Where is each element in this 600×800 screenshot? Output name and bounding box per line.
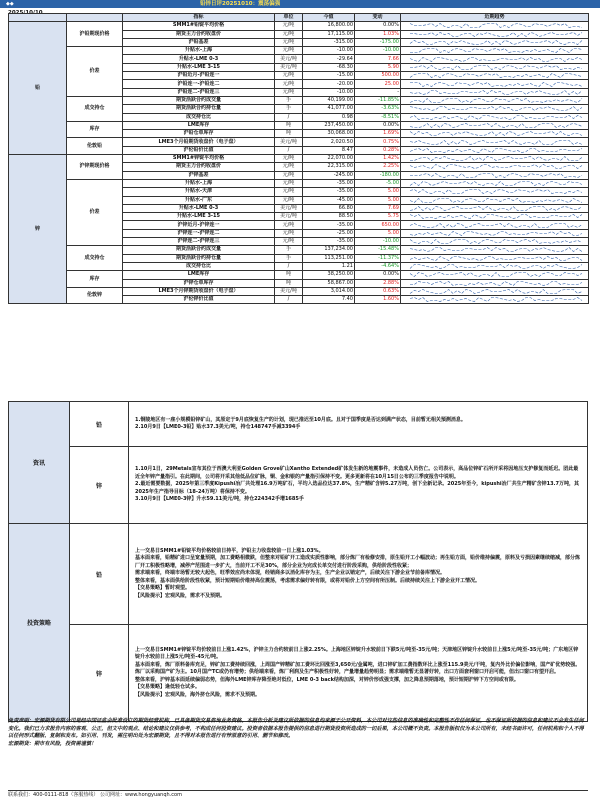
indicator-name: 沪锌近月-沪锌连一 bbox=[123, 221, 275, 229]
unit-cell: 美元/吨 bbox=[275, 138, 303, 146]
unit-cell: 元/吨 bbox=[275, 179, 303, 187]
strategy-lead-text bbox=[129, 524, 588, 625]
trend-sparkline bbox=[401, 213, 589, 221]
value-cell: -29.64 bbox=[303, 55, 355, 63]
change-cell: 0.00% bbox=[355, 22, 401, 30]
change-cell: -11.37% bbox=[355, 254, 401, 262]
trend-sparkline bbox=[401, 55, 589, 63]
change-cell: 650.00 bbox=[355, 221, 401, 229]
change-cell: -4.64% bbox=[355, 262, 401, 270]
trend-sparkline bbox=[401, 179, 589, 187]
value-cell: -45.00 bbox=[303, 196, 355, 204]
unit-cell: 元/吨 bbox=[275, 171, 303, 179]
unit-cell: 美元/吨 bbox=[275, 63, 303, 71]
trend-sparkline bbox=[401, 221, 589, 229]
strategy-zinc-item: 【交易策略】逢低轻仓试多。 bbox=[135, 684, 201, 691]
table-body bbox=[9, 22, 589, 304]
value-cell: 58,867.00 bbox=[303, 279, 355, 287]
notes-table bbox=[8, 401, 588, 722]
table-row bbox=[9, 155, 589, 163]
unit-cell: 吨 bbox=[275, 130, 303, 138]
indicator-name: 升贴水-LME 0-3 bbox=[123, 204, 275, 212]
indicator-name: 沪伦锌价比值 bbox=[123, 296, 275, 304]
value-cell: 1.21 bbox=[303, 262, 355, 270]
change-cell: 2.88% bbox=[355, 279, 401, 287]
trend-sparkline bbox=[401, 130, 589, 138]
indicator-group: 价差 bbox=[67, 47, 123, 97]
banner-title: 铅锌日评20251010：震荡偏强 bbox=[200, 1, 281, 7]
unit-cell: 元/吨 bbox=[275, 229, 303, 237]
value-cell: 40,199.00 bbox=[303, 96, 355, 104]
news-zinc-item: 1.10月1日，29Metals宣布其位于西澳大利亚Golden Grove矿山Xantho Extended矿体发生新的地震事件，未造成人员伤亡。公司表示，高品位锌矿石所开采将因地压支护修复而延迟。团此最近全年锌产量指引。在此期间，公司将开采其他低品位矿脉，铜、金和银的产量指引保持不变。更多更新将在10月15日公布的三季度报告中说明。 bbox=[135, 466, 579, 480]
change-cell: 5.90 bbox=[355, 63, 401, 71]
trend-sparkline bbox=[401, 22, 589, 30]
unit-cell: 美元/吨 bbox=[275, 204, 303, 212]
header-blank bbox=[9, 14, 67, 22]
company-logo: ◆◆ bbox=[6, 1, 14, 7]
value-cell: 66.80 bbox=[303, 204, 355, 212]
indicator-name: 升贴水-上海 bbox=[123, 47, 275, 55]
change-cell: 500.00 bbox=[355, 72, 401, 80]
table-row bbox=[9, 47, 589, 55]
trend-sparkline bbox=[401, 246, 589, 254]
indicator-name: SMM1#锌锭平均价格 bbox=[123, 155, 275, 163]
strategy-zinc-label: 锌 bbox=[70, 625, 129, 722]
value-cell: -68.30 bbox=[303, 63, 355, 71]
indicator-name: 沪锌仓单库存 bbox=[123, 279, 275, 287]
news-lead-text bbox=[129, 402, 588, 447]
change-cell: - bbox=[355, 88, 401, 96]
indicator-name: LME库存 bbox=[123, 271, 275, 279]
value-cell: -35.00 bbox=[303, 188, 355, 196]
unit-cell: 手 bbox=[275, 96, 303, 104]
change-cell: 0.63% bbox=[355, 287, 401, 295]
indicator-name: 成交持仓比 bbox=[123, 262, 275, 270]
table-row bbox=[9, 121, 589, 129]
change-cell: -10.00 bbox=[355, 47, 401, 55]
value-cell: 22,070.00 bbox=[303, 155, 355, 163]
strategy-zinc-item: 基本面来看，炼厂原料备库充足，锌矿加工费持续回涨，上周国产锌精矿加工费环比回涨至3,650元/金属吨，进口锌矿加工费指数环比上涨至115.9美元/干吨，复内外比价偏位影响，国产矿优势较强。炼厂以采购国产矿为主。10月国产TC或仍有增势；供给端来看，炼厂利润及生产积极性好转，产量增量趋势明显；需求端维暂无显著好转，出口方面套利窗口开启可能，但出口窗口有望开启。 bbox=[135, 661, 581, 676]
value-cell: 22,315.00 bbox=[303, 163, 355, 171]
value-cell: 2,020.50 bbox=[303, 138, 355, 146]
trend-sparkline bbox=[401, 30, 589, 38]
indicator-name: 沪伦铅价比值 bbox=[123, 146, 275, 154]
news-lead-item: 2.10月9日【LME0-3铅】贴水37.3美元/吨，持仓148747手减3394手 bbox=[135, 424, 301, 430]
trend-sparkline bbox=[401, 105, 589, 113]
header-value: 今值 bbox=[303, 14, 355, 22]
change-cell: 5.00 bbox=[355, 196, 401, 204]
change-cell: 25.00 bbox=[355, 80, 401, 88]
strategy-lead-item: 基本面来看，铅精矿进口呈宽量预期，加工费略相微跌，但整来对铅矿开工造成实质性影响，部分炼厂有检修安排，原生铅开工小幅波动；再生铅方面，铅价维持偏震，原料及亏损因素继续缩减，部分炼厂开工积极性略增，减停产范围进一步扩大，当前开工不足30%，部分企业为完成长单交付进行阶段采购，供给阶段性收紧； bbox=[135, 555, 581, 569]
indicator-name: 期货主力合约收盘价 bbox=[123, 30, 275, 38]
unit-cell: 元/吨 bbox=[275, 238, 303, 246]
unit-cell: 元/吨 bbox=[275, 72, 303, 80]
indicator-name: LME库存 bbox=[123, 121, 275, 129]
indicator-name: SMM1#铅锭平均价格 bbox=[123, 22, 275, 30]
trend-sparkline bbox=[401, 254, 589, 262]
strategy-lead-label: 铅 bbox=[70, 524, 129, 625]
table-row bbox=[9, 179, 589, 187]
change-cell: 1.42% bbox=[355, 155, 401, 163]
header-indicator: 指标 bbox=[123, 14, 275, 22]
top-banner bbox=[0, 0, 600, 8]
indicator-name: LME3个月锌期货收盘价（电子盘） bbox=[123, 287, 275, 295]
trend-sparkline bbox=[401, 88, 589, 96]
header-unit: 单位 bbox=[275, 14, 303, 22]
indicator-name: 升贴水-上海 bbox=[123, 179, 275, 187]
value-cell: -35.00 bbox=[303, 221, 355, 229]
strategy-lead-item: 上一交易日SMM1#铅锭平均价格较前日持平，沪铅主力收盘较前一日上涨1.03%。 bbox=[135, 548, 324, 555]
trend-sparkline bbox=[401, 72, 589, 80]
trend-sparkline bbox=[401, 47, 589, 55]
change-cell: -11.85% bbox=[355, 96, 401, 104]
value-cell: -10.00 bbox=[303, 88, 355, 96]
indicator-name: 沪铅基差 bbox=[123, 38, 275, 46]
change-cell: -10.00 bbox=[355, 238, 401, 246]
trend-sparkline bbox=[401, 63, 589, 71]
value-cell: 113,251.00 bbox=[303, 254, 355, 262]
change-cell: 1.60% bbox=[355, 296, 401, 304]
trend-sparkline bbox=[401, 229, 589, 237]
unit-cell: 元/吨 bbox=[275, 163, 303, 171]
table-row bbox=[9, 138, 589, 146]
unit-cell: 手 bbox=[275, 246, 303, 254]
change-cell: 5.75 bbox=[355, 213, 401, 221]
unit-cell: 元/吨 bbox=[275, 80, 303, 88]
change-cell: 5.00 bbox=[355, 188, 401, 196]
news-zinc-item: 3.10月9日【LME0-3锌】升水59.11美元/吨，持仓224342手增1685手 bbox=[135, 496, 304, 503]
change-cell: 0.00% bbox=[355, 271, 401, 279]
strategy-lead-item: 【交易策略】暂时观望。 bbox=[135, 585, 191, 592]
table-row bbox=[9, 22, 589, 30]
unit-cell: / bbox=[275, 296, 303, 304]
indicator-name: 沪铅近月-沪铅连一 bbox=[123, 72, 275, 80]
indicator-name: 升贴水-LME 0-3 bbox=[123, 55, 275, 63]
indicator-name: 期货活跃合约持仓量 bbox=[123, 105, 275, 113]
indicator-group: 伦敦锌 bbox=[67, 287, 123, 304]
unit-cell: 美元/吨 bbox=[275, 55, 303, 63]
unit-cell: 手 bbox=[275, 254, 303, 262]
indicator-group: 沪铅期现价格 bbox=[67, 22, 123, 47]
news-zinc-text bbox=[129, 447, 588, 524]
trend-sparkline bbox=[401, 196, 589, 204]
unit-cell: 元/吨 bbox=[275, 221, 303, 229]
value-cell: 88.50 bbox=[303, 213, 355, 221]
change-cell: 1.03% bbox=[355, 30, 401, 38]
trend-sparkline bbox=[401, 96, 589, 104]
value-cell: -20.00 bbox=[303, 80, 355, 88]
indicator-name: 沪锌连二-沪锌连三 bbox=[123, 238, 275, 246]
unit-cell: 美元/吨 bbox=[275, 287, 303, 295]
indicator-group: 库存 bbox=[67, 121, 123, 138]
indicator-group: 库存 bbox=[67, 271, 123, 288]
strategy-zinc-item: 【风险提示】宏观风险，海外挤仓风险，需求不及预期。 bbox=[135, 691, 261, 698]
strategy-section-label: 投资策略 bbox=[9, 524, 70, 722]
indicator-name: 沪锌基差 bbox=[123, 171, 275, 179]
indicator-group: 伦敦铅 bbox=[67, 138, 123, 155]
news-zinc-label: 锌 bbox=[70, 447, 129, 524]
indicator-name: LME3个月铅期货收盘价（电子盘） bbox=[123, 138, 275, 146]
header-trend: 近期趋势 bbox=[401, 14, 589, 22]
unit-cell: 元/吨 bbox=[275, 88, 303, 96]
trend-sparkline bbox=[401, 271, 589, 279]
unit-cell: 吨 bbox=[275, 279, 303, 287]
indicator-name: 沪铅连二-沪铅连三 bbox=[123, 88, 275, 96]
table-header-row bbox=[9, 14, 589, 22]
trend-sparkline bbox=[401, 287, 589, 295]
indicator-name: 升贴水-天津 bbox=[123, 188, 275, 196]
trend-sparkline bbox=[401, 171, 589, 179]
strategy-zinc-item: 整体来看，沪锌基本面延续偏弱态势，但海外LME锌库存降至绝对低位，LME 0-3 back结构加深，对锌价形成强支撑，加之降息预期落地，预计短期沪锌下方空间或有限。 bbox=[135, 676, 519, 683]
value-cell: -315.00 bbox=[303, 38, 355, 46]
unit-cell: 吨 bbox=[275, 121, 303, 129]
change-cell: 5.00 bbox=[355, 229, 401, 237]
change-cell: -15.48% bbox=[355, 246, 401, 254]
indicator-group: 沪锌期现价格 bbox=[67, 155, 123, 180]
trend-sparkline bbox=[401, 80, 589, 88]
indicator-name: 沪铅连一-沪铅连二 bbox=[123, 80, 275, 88]
trend-sparkline bbox=[401, 146, 589, 154]
unit-cell: 元/吨 bbox=[275, 47, 303, 55]
indicator-group: 成交持仓 bbox=[67, 96, 123, 121]
value-cell: 137,234.00 bbox=[303, 246, 355, 254]
change-cell: 0.75% bbox=[355, 138, 401, 146]
trend-sparkline bbox=[401, 155, 589, 163]
value-cell: 7.40 bbox=[303, 296, 355, 304]
disclaimer bbox=[8, 718, 588, 748]
change-cell: -175.00 bbox=[355, 38, 401, 46]
trend-sparkline bbox=[401, 279, 589, 287]
trend-sparkline bbox=[401, 163, 589, 171]
unit-cell: 元/吨 bbox=[275, 188, 303, 196]
value-cell: -25.00 bbox=[303, 229, 355, 237]
unit-cell: 元/吨 bbox=[275, 155, 303, 163]
indicator-name: 期货活跃合约持仓量 bbox=[123, 254, 275, 262]
unit-cell: 美元/吨 bbox=[275, 213, 303, 221]
value-cell: 17,115.00 bbox=[303, 30, 355, 38]
unit-cell: 吨 bbox=[275, 271, 303, 279]
value-cell: 3,014.00 bbox=[303, 287, 355, 295]
trend-sparkline bbox=[401, 113, 589, 121]
change-cell: 7.66 bbox=[355, 55, 401, 63]
table-row bbox=[9, 271, 589, 279]
market-data-table bbox=[8, 13, 589, 304]
table-row bbox=[9, 246, 589, 254]
indicator-name: 升贴水-LME 3-15 bbox=[123, 213, 275, 221]
table-row bbox=[9, 96, 589, 104]
footer-contact: 联系我们：400-0111-818（客服热线） 公司网址：www.hongyuanqh.com bbox=[8, 790, 588, 799]
strategy-lead-item: 整体来看，基本面供给阶段性收紧，预计短期铅价维持高位震荡，考虑需求偏好转有限，或将对铅价上方空间有所压制。后续持续关注上下游企业开工情况。 bbox=[135, 577, 481, 584]
trend-sparkline bbox=[401, 296, 589, 304]
unit-cell: / bbox=[275, 146, 303, 154]
metal-category: 锌 bbox=[9, 155, 67, 304]
indicator-name: 期货主力合约收盘价 bbox=[123, 163, 275, 171]
change-cell: 1.69% bbox=[355, 130, 401, 138]
indicator-name: 期货活跃合约成交量 bbox=[123, 246, 275, 254]
indicator-name: 升贴水-广东 bbox=[123, 196, 275, 204]
value-cell: -35.00 bbox=[303, 238, 355, 246]
indicator-name: 升贴水-LME 3-15 bbox=[123, 63, 275, 71]
trend-sparkline bbox=[401, 138, 589, 146]
indicator-group: 成交持仓 bbox=[67, 246, 123, 271]
news-section-label: 资讯 bbox=[9, 402, 70, 524]
strategy-lead-item: 需求端来看，终端市场暂无较大起色，旺季效应尚未体现，经销商多以消化库存为主，生产企业以销定产，后续关注下游企业节前备库情况。 bbox=[135, 570, 446, 577]
disclaimer-text: 免责声明：宏源期货有限公司是经中国证监会批准设立的期货经营机构，已具备期货交易咨询业务资格。本报告分析及建议所依据的信息均来源于公开资料，本公司对这些信息的准确性和完整性不作任何保证，也不保证所依据的信息和建议不会发生任何变化。我们已力求报告内容的客观、公正，但文中的观点、结论和建议仅供参考，不构成任何投资建议。投资者依据本报告提供的信息进行期货投资所造成的一切后果，本公司概不负责。本报告版权仅为本公司所有，未经书面许可，任何机构和个人不得以任何形式翻版、复制和发布。如引用、刊发，需注明出处为宏源期货，且不得对本报告进行有悖原意的引用、删节和修改。 bbox=[8, 718, 584, 740]
unit-cell: 手 bbox=[275, 105, 303, 113]
unit-cell: 元/吨 bbox=[275, 30, 303, 38]
change-cell: -3.63% bbox=[355, 105, 401, 113]
news-zinc-item: 2.最近需要数据，2025年第三季度Kipushi冶厂共处理16.9万吨矿石，平均入选品位达37.8%，生产精矿含锌5.27万吨，创下全新记录。2025年至今，kipushi冶厂共生产精矿含锌13.7万吨，其2025年生产指导目标（18-24万吨）将保持不变。 bbox=[135, 481, 579, 495]
trend-sparkline bbox=[401, 204, 589, 212]
value-cell: 38,250.00 bbox=[303, 271, 355, 279]
value-cell: 30,068.00 bbox=[303, 130, 355, 138]
change-cell: 2.25% bbox=[355, 163, 401, 171]
strategy-zinc-text bbox=[129, 625, 588, 722]
change-cell: 0.00% bbox=[355, 121, 401, 129]
change-cell: 7.69 bbox=[355, 204, 401, 212]
news-lead-label: 铅 bbox=[70, 402, 129, 447]
unit-cell: 元/吨 bbox=[275, 38, 303, 46]
header-blank-2 bbox=[67, 14, 123, 22]
unit-cell: / bbox=[275, 262, 303, 270]
trend-sparkline bbox=[401, 262, 589, 270]
change-cell: -180.00 bbox=[355, 171, 401, 179]
value-cell: 41,077.00 bbox=[303, 105, 355, 113]
unit-cell: / bbox=[275, 113, 303, 121]
disclaimer-slogan: 宏源期货：期市有风险，投资需谨慎！ bbox=[8, 740, 97, 747]
trend-sparkline bbox=[401, 238, 589, 246]
strategy-zinc-item: 上一交易日SMM1#锌锭平均价较前日上涨1.42%，沪锌主力合约较前日上涨2.25%。上海地区锌锭升水较前日下跌5元/吨至-35元/吨；天津地区锌锭升水较前日上涨5元/吨至-35元/吨；广东地区锌锭升水较前日上涨5元/吨至-45元/吨。 bbox=[135, 647, 579, 661]
news-lead-item: 1.铜陵地区有一座小规模铅锌矿山，其原定于9月底恢复生产的计划，现已推迟至10月底。且对于国季度是否达到满产状态，目前暂无相关預测消息。 bbox=[135, 416, 466, 423]
metal-category: 铅 bbox=[9, 22, 67, 155]
value-cell: -35.00 bbox=[303, 179, 355, 187]
change-cell: -8.51% bbox=[355, 113, 401, 121]
indicator-group: 价差 bbox=[67, 179, 123, 245]
header-change: 变动 bbox=[355, 14, 401, 22]
indicator-name: 成交持仓比 bbox=[123, 113, 275, 121]
value-cell: 16,800.00 bbox=[303, 22, 355, 30]
unit-cell: 元/吨 bbox=[275, 196, 303, 204]
strategy-lead-item: 【风险提示】宏观风险，需求不及预期。 bbox=[135, 592, 226, 599]
change-cell: 0.28% bbox=[355, 146, 401, 154]
table-row bbox=[9, 287, 589, 295]
value-cell: -10.00 bbox=[303, 47, 355, 55]
change-cell: -5.00 bbox=[355, 179, 401, 187]
value-cell: 0.98 bbox=[303, 113, 355, 121]
indicator-name: 沪铅仓单库存 bbox=[123, 130, 275, 138]
trend-sparkline bbox=[401, 188, 589, 196]
value-cell: 237,450.00 bbox=[303, 121, 355, 129]
trend-sparkline bbox=[401, 38, 589, 46]
indicator-name: 期货活跃合约成交量 bbox=[123, 96, 275, 104]
unit-cell: 元/吨 bbox=[275, 22, 303, 30]
value-cell: 8.47 bbox=[303, 146, 355, 154]
value-cell: -245.00 bbox=[303, 171, 355, 179]
trend-sparkline bbox=[401, 121, 589, 129]
value-cell: -15.00 bbox=[303, 72, 355, 80]
indicator-name: 沪锌连一-沪锌连二 bbox=[123, 229, 275, 237]
